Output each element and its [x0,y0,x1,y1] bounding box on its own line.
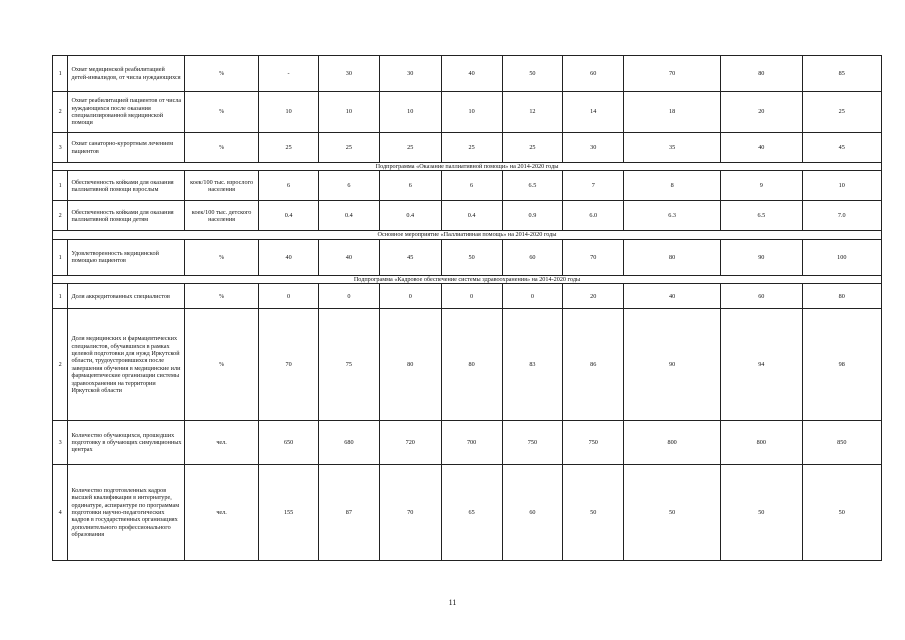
value-cell: 25 [379,133,441,163]
value-cell: 86 [563,309,624,421]
value-cell: 50 [624,465,721,561]
value-cell: 6.3 [624,201,721,231]
value-cell: 70 [624,56,721,92]
value-cell: 75 [318,309,379,421]
value-cell: 0.4 [441,201,502,231]
indicator-name: Доля медицинских и фармацевтических специалистов, обучавшихся в рамках целевой подготовки для нужд Иркутской области, трудоустроившихся после завершения обучения в медицинские или фармацевтические организации системы здравоохранения на территории Иркутской области [68,309,185,421]
value-cell: 680 [318,421,379,465]
value-cell: 10 [802,171,881,201]
value-cell: 0 [259,284,319,309]
value-cell: 50 [502,56,563,92]
value-cell: 10 [441,92,502,133]
indicator-name: Доля аккредитованных специалистов [68,284,185,309]
value-cell: 60 [721,284,802,309]
indicator-name: Удовлетворенность медицинской помощью пациентов [68,239,185,275]
value-cell: 80 [441,309,502,421]
section-title: Подпрограмма «Кадровое обеспечение системы здравоохранения» на 2014-2020 годы [53,275,882,283]
table-row [53,309,882,421]
value-cell: 720 [379,421,441,465]
unit-cell: коек/100 тыс. детского населения [184,201,258,231]
unit-cell: % [184,56,258,92]
value-cell: 50 [721,465,802,561]
value-cell: 50 [563,465,624,561]
value-cell: 20 [563,284,624,309]
unit-cell: % [184,133,258,163]
value-cell: 850 [802,421,881,465]
section-title: Основное мероприятие «Паллиативная помощь» на 2014-2020 годы [53,231,882,239]
indicator-name: Охват реабилитацией пациентов от числа нуждающихся после оказания специализированной медицинской помощи [68,92,185,133]
indicator-name: Обеспеченность койками для оказания паллиативной помощи взрослым [68,171,185,201]
unit-cell: чел. [184,421,258,465]
table-row [53,465,882,561]
table-row [53,171,882,201]
value-cell: 10 [379,92,441,133]
value-cell: 70 [379,465,441,561]
row-number: 2 [53,309,68,421]
row-number: 1 [53,284,68,309]
unit-cell: % [184,239,258,275]
value-cell: 30 [318,56,379,92]
value-cell: 40 [441,56,502,92]
value-cell: 10 [318,92,379,133]
value-cell: 40 [624,284,721,309]
unit-cell: % [184,309,258,421]
value-cell: 0 [318,284,379,309]
table-row [53,421,882,465]
value-cell: 6.5 [721,201,802,231]
value-cell: 0 [502,284,563,309]
value-cell: 0.9 [502,201,563,231]
section-row [53,231,882,239]
value-cell: 8 [624,171,721,201]
unit-cell: % [184,92,258,133]
value-cell: 70 [259,309,319,421]
value-cell: 65 [441,465,502,561]
row-number: 1 [53,239,68,275]
table-row [53,201,882,231]
value-cell: 7 [563,171,624,201]
indicator-name: Количество подготовленных кадров высшей квалификации в интернатуре, ординатуре, аспирантуре по программам подготовки научно-педагогических кадров в государственных организациях дополнительного профессионального образования [68,465,185,561]
indicators-table [52,55,882,561]
value-cell: 20 [721,92,802,133]
value-cell: 98 [802,309,881,421]
value-cell: 9 [721,171,802,201]
value-cell: 6 [259,171,319,201]
value-cell: 45 [379,239,441,275]
value-cell: 90 [624,309,721,421]
row-number: 1 [53,171,68,201]
indicator-name: Охват санаторно-курортным лечением пациентов [68,133,185,163]
value-cell: 25 [318,133,379,163]
value-cell: 80 [802,284,881,309]
value-cell: 100 [802,239,881,275]
row-number: 1 [53,56,68,92]
value-cell: 6.0 [563,201,624,231]
unit-cell: % [184,284,258,309]
value-cell: 80 [721,56,802,92]
value-cell: 35 [624,133,721,163]
value-cell: 0.4 [379,201,441,231]
table-row [53,133,882,163]
value-cell: 0.4 [259,201,319,231]
unit-cell: коек/100 тыс. взрослого населения [184,171,258,201]
value-cell: 750 [502,421,563,465]
table-row [53,284,882,309]
value-cell: 650 [259,421,319,465]
value-cell: 12 [502,92,563,133]
value-cell: 80 [624,239,721,275]
unit-cell: чел. [184,465,258,561]
table-row [53,239,882,275]
value-cell: 800 [624,421,721,465]
value-cell: 83 [502,309,563,421]
value-cell: 40 [721,133,802,163]
row-number: 3 [53,421,68,465]
value-cell: 800 [721,421,802,465]
value-cell: - [259,56,319,92]
value-cell: 85 [802,56,881,92]
value-cell: 700 [441,421,502,465]
value-cell: 7.0 [802,201,881,231]
value-cell: 6 [318,171,379,201]
value-cell: 0.4 [318,201,379,231]
value-cell: 50 [802,465,881,561]
value-cell: 60 [502,239,563,275]
value-cell: 750 [563,421,624,465]
table-row [53,56,882,92]
value-cell: 10 [259,92,319,133]
value-cell: 14 [563,92,624,133]
value-cell: 155 [259,465,319,561]
row-number: 3 [53,133,68,163]
value-cell: 30 [379,56,441,92]
value-cell: 40 [318,239,379,275]
value-cell: 90 [721,239,802,275]
value-cell: 30 [563,133,624,163]
value-cell: 6 [441,171,502,201]
value-cell: 70 [563,239,624,275]
indicator-name: Количество обучающихся, прошедших подготовку в обучающих симуляционных центрах [68,421,185,465]
section-row [53,163,882,171]
value-cell: 25 [802,92,881,133]
section-row [53,275,882,283]
value-cell: 94 [721,309,802,421]
value-cell: 25 [259,133,319,163]
value-cell: 45 [802,133,881,163]
value-cell: 40 [259,239,319,275]
value-cell: 6 [379,171,441,201]
value-cell: 80 [379,309,441,421]
section-title: Подпрограмма «Оказание паллиативной помощи» на 2014-2020 годы [53,163,882,171]
row-number: 4 [53,465,68,561]
value-cell: 0 [379,284,441,309]
indicator-name: Охват медицинской реабилитацией детей-инвалидов, от числа нуждающихся [68,56,185,92]
row-number: 2 [53,92,68,133]
value-cell: 18 [624,92,721,133]
value-cell: 25 [502,133,563,163]
value-cell: 0 [441,284,502,309]
table-row [53,92,882,133]
indicator-name: Обеспеченность койками для оказания паллиативной помощи детям [68,201,185,231]
value-cell: 25 [441,133,502,163]
value-cell: 50 [441,239,502,275]
value-cell: 87 [318,465,379,561]
value-cell: 60 [502,465,563,561]
page-number: 11 [448,598,457,607]
row-number: 2 [53,201,68,231]
value-cell: 60 [563,56,624,92]
value-cell: 6.5 [502,171,563,201]
